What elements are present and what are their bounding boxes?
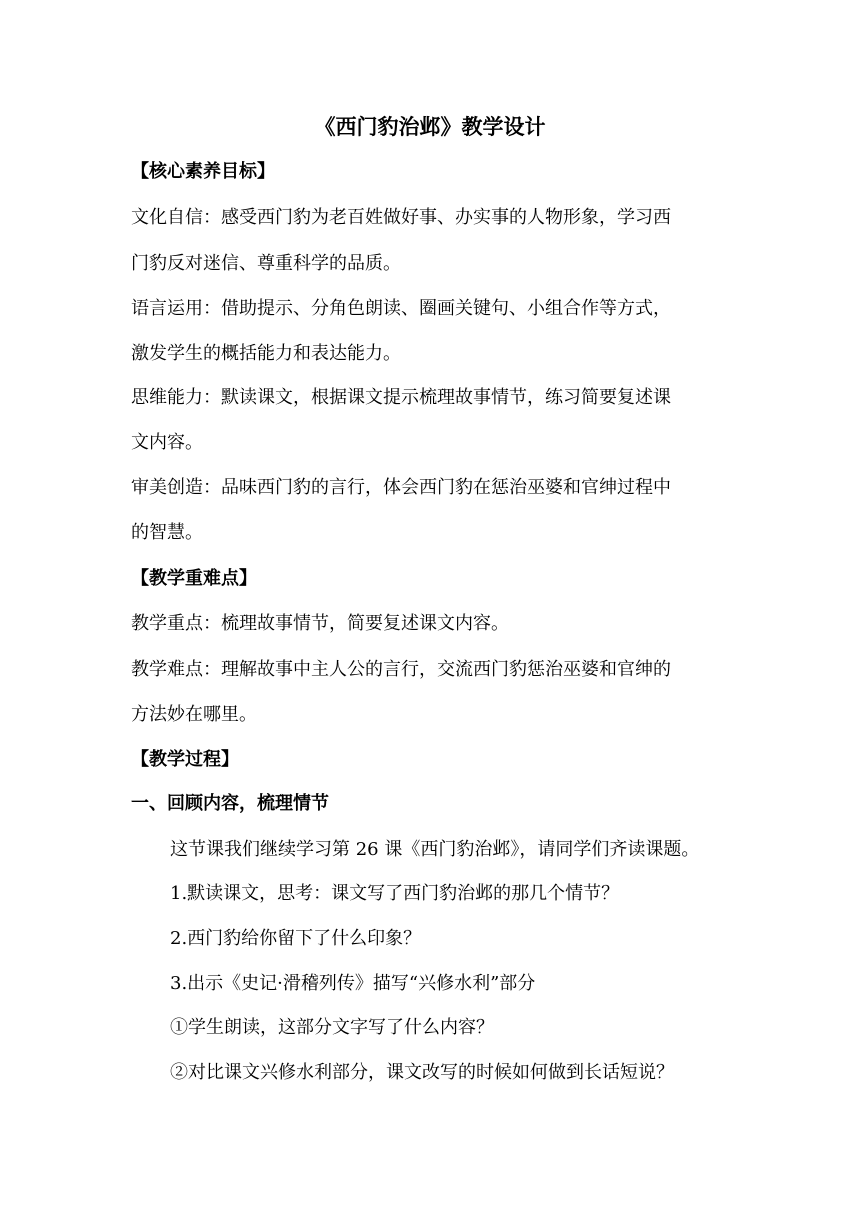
thinking-goal-line-1: 思维能力：默读课文，根据课文提示梳理故事情节，练习简要复述课 <box>131 387 671 408</box>
process-question-3a: ①学生朗读，这部分文字写了什么内容？ <box>170 1017 494 1038</box>
teaching-difficulty-line-1 <box>131 656 731 684</box>
aesthetic-goal-line-1: 审美创造：品味西门豹的言行，体会西门豹在惩治巫婆和官绅过程中 <box>131 477 671 498</box>
process-question-1: 1.默读课文，思考：课文写了西门豹治邺的那几个情节？ <box>170 883 620 904</box>
thinking-goal-line-2: 文内容。 <box>131 432 203 453</box>
culture-goal-line-2: 门豹反对迷信、尊重科学的品质。 <box>131 253 401 274</box>
teaching-difficulty-line-2 <box>131 701 731 729</box>
process-intro: 这节课我们继续学习第 26 课《西门豹治邺》，请同学们齐读课题。 <box>170 839 700 860</box>
process-question-2: 2.西门豹给你留下了什么印象？ <box>170 928 422 949</box>
difficulty-end: 。 <box>239 704 257 725</box>
difficulty-emphasis-1: 西门豹惩治巫婆和官绅的 <box>473 659 671 680</box>
language-goal-line-2: 激发学生的概括能力和表达能力。 <box>131 343 401 364</box>
key-points-heading: 【教学重难点】 <box>131 568 257 589</box>
difficulty-prefix: 教学难点：理解故事中主人公的言行，交流 <box>131 659 473 680</box>
process-question-3b: ②对比课文兴修水利部分，课文改写的时候如何做到长话短说？ <box>170 1062 674 1083</box>
difficulty-emphasis-2: 方法妙在哪里 <box>131 704 239 725</box>
process-heading: 【教学过程】 <box>131 749 239 770</box>
document-title: 《西门豹治邺》教学设计 <box>314 115 546 139</box>
part1-heading: 一、回顾内容，梳理情节 <box>131 793 329 814</box>
aesthetic-goal-line-2: 的智慧。 <box>131 522 203 543</box>
core-goals-heading: 【核心素养目标】 <box>131 161 275 182</box>
teaching-focus: 教学重点：梳理故事情节，简要复述课文内容。 <box>131 613 509 634</box>
process-question-3: 3.出示《史记·滑稽列传》描写“兴修水利”部分 <box>170 973 536 994</box>
language-goal-line-1: 语言运用：借助提示、分角色朗读、圈画关键句、小组合作等方式， <box>131 298 671 319</box>
culture-goal-line-1: 文化自信：感受西门豹为老百姓做好事、办实事的人物形象，学习西 <box>131 207 671 228</box>
